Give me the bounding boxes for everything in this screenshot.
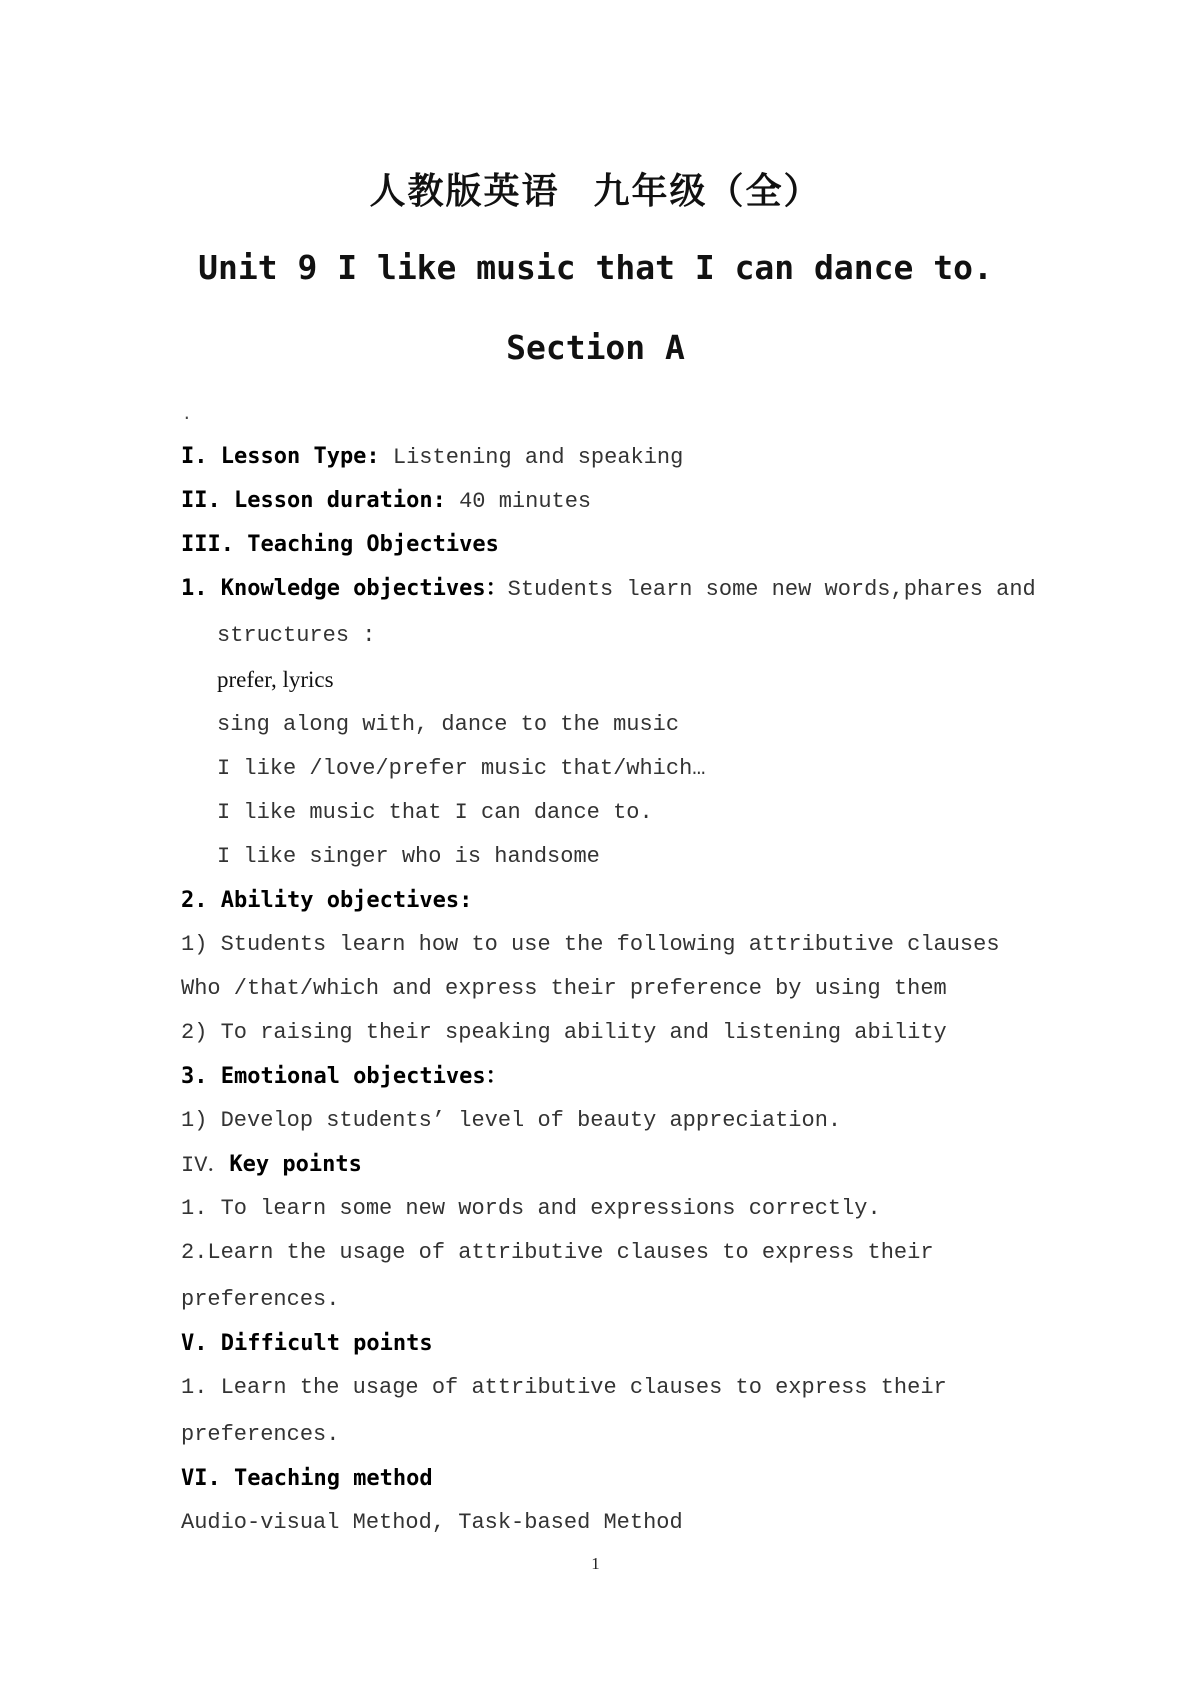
knowledge-objectives-label: 1. Knowledge objectives： bbox=[181, 576, 508, 601]
knowledge-item: I like singer who is handsome bbox=[217, 844, 600, 869]
lesson-duration-label: II. Lesson duration: bbox=[181, 488, 446, 513]
emotional-objectives-label: 3. Emotional objectives： bbox=[181, 1064, 508, 1089]
teaching-method-value: Audio-visual Method, Task-based Method bbox=[181, 1510, 683, 1535]
document-title-chinese bbox=[0, 163, 1191, 214]
key-points-label: Key points bbox=[229, 1152, 362, 1177]
section-title: Section A bbox=[506, 328, 685, 367]
teaching-objectives-heading: III. Teaching Objectives bbox=[181, 532, 499, 557]
lesson-type-label: I. Lesson Type: bbox=[181, 444, 380, 469]
knowledge-item: I like /love/prefer music that/which… bbox=[217, 756, 706, 781]
ability-item: 2) To raising their speaking ability and listening ability bbox=[181, 1020, 947, 1045]
title-cn-part2: 九年级（全） bbox=[593, 171, 822, 212]
knowledge-item: sing along with, dance to the music bbox=[217, 712, 680, 737]
page-number: 1 bbox=[591, 1554, 600, 1573]
key-point-item: 1. To learn some new words and expressions correctly. bbox=[181, 1196, 881, 1221]
knowledge-item: I like music that I can dance to. bbox=[217, 800, 653, 825]
key-points-prefix: IV． bbox=[181, 1153, 230, 1178]
lesson-duration-line bbox=[181, 486, 591, 517]
knowledge-objectives-line bbox=[181, 574, 1036, 605]
knowledge-continuation: structures : bbox=[217, 623, 376, 648]
ability-objectives-label: 2. Ability objectives: bbox=[181, 888, 473, 913]
lesson-type-value: Listening and speaking bbox=[379, 445, 684, 470]
difficult-point-item: preferences. bbox=[181, 1422, 340, 1447]
lesson-type-line bbox=[181, 442, 683, 473]
key-point-item: 2.Learn the usage of attributive clauses to express their bbox=[181, 1240, 934, 1265]
difficult-points-heading: V. Difficult points bbox=[181, 1331, 433, 1356]
key-points-heading bbox=[181, 1150, 362, 1181]
knowledge-item: prefer, lyrics bbox=[217, 667, 334, 692]
teaching-method-heading: VI. Teaching method bbox=[181, 1466, 433, 1491]
emotional-item: 1) Develop students’ level of beauty appreciation. bbox=[181, 1108, 842, 1133]
unit-title: Unit 9 I like music that I can dance to. bbox=[198, 248, 993, 287]
key-point-item: preferences. bbox=[181, 1287, 340, 1312]
title-cn-part1: 人教版英语 bbox=[369, 171, 560, 212]
difficult-point-item: 1. Learn the usage of attributive clauses to express their bbox=[181, 1375, 947, 1400]
knowledge-objectives-value: Students learn some new words,phares and bbox=[507, 577, 1036, 602]
ability-item: Who /that/which and express their preference by using them bbox=[181, 976, 947, 1001]
marker-dot: . bbox=[182, 404, 192, 423]
ability-item: 1) Students learn how to use the following attributive clauses bbox=[181, 932, 1000, 957]
lesson-duration-value: 40 minutes bbox=[445, 489, 592, 514]
